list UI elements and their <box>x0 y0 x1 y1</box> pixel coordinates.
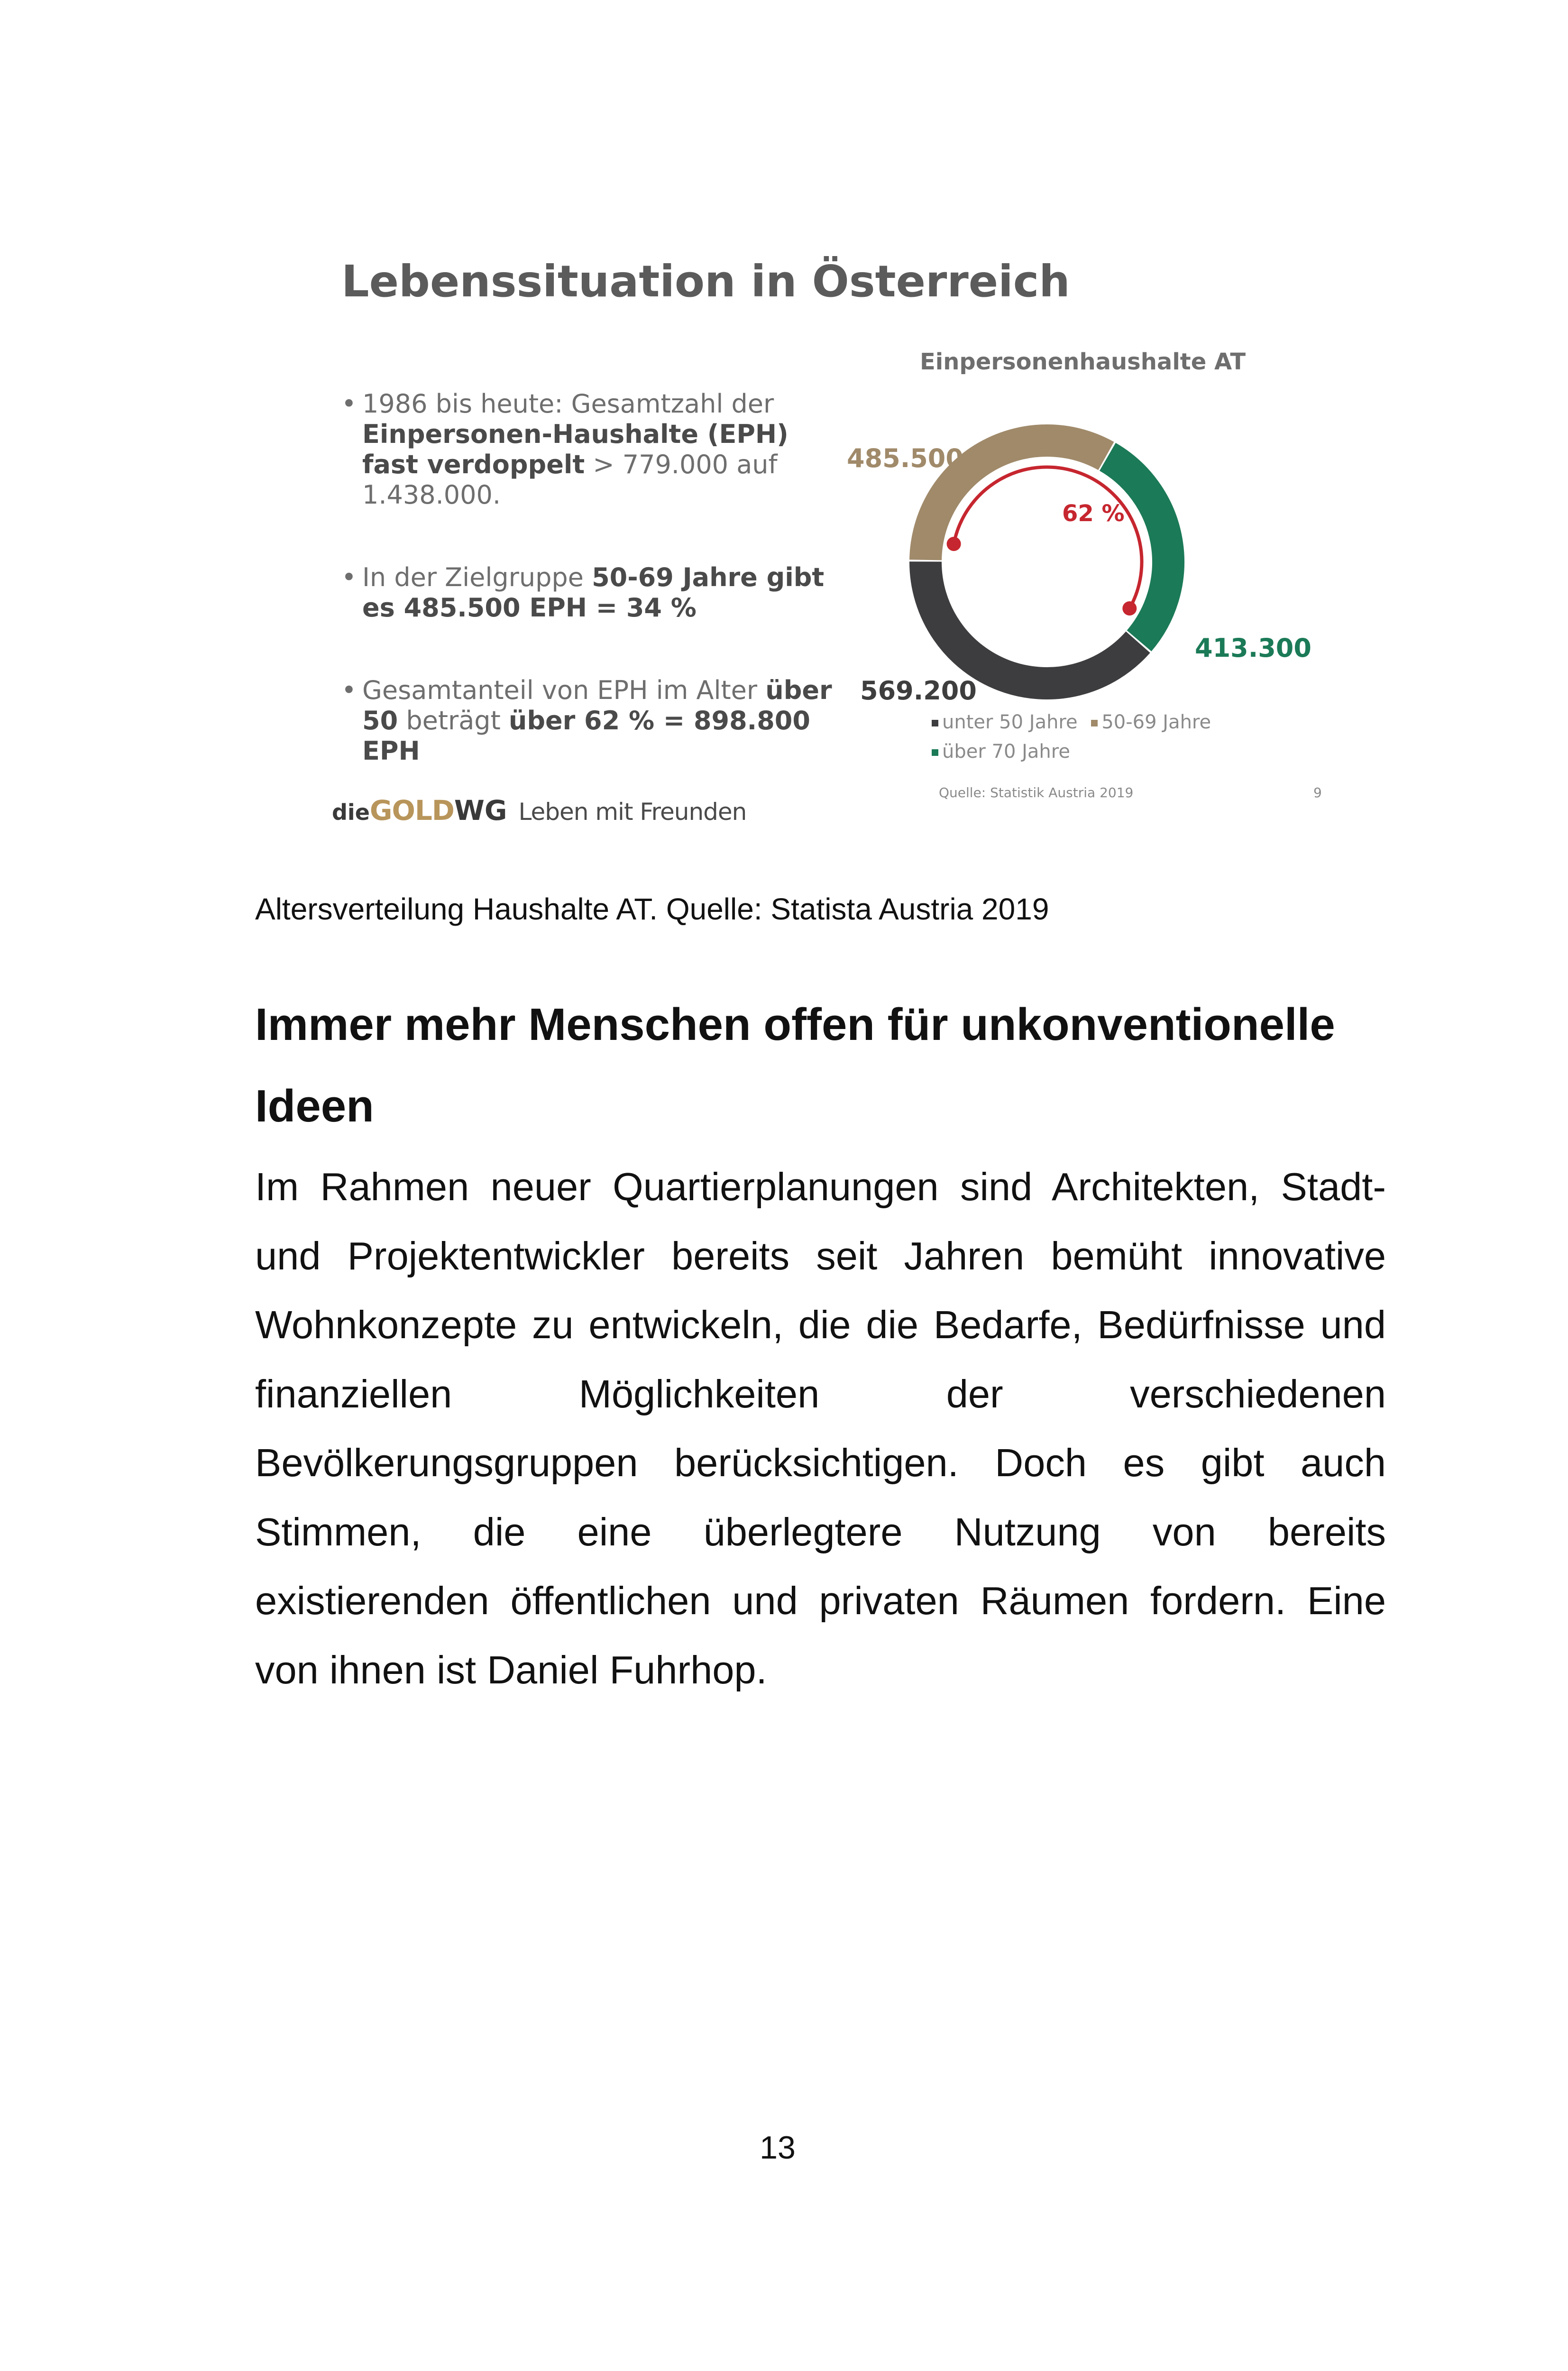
legend-item-over-70: über 70 Jahre <box>932 741 1070 763</box>
legend-item-under-50: unter 50 Jahre <box>932 711 1078 733</box>
body-paragraph: Im Rahmen neuer Quartierplanungen sind Architekten, Stadt- und Projektentwickler bereits seit Jahren bemüht innovative Wohnkonzepte zu entwickeln, die die Bedarfe, Bedürfnisse und finanziellen Möglichkeiten der verschiedenen Bevölkerungsgruppen berücksichtigen. Doch es gibt auch Stimmen, die eine überlegtere Nutzung von bereits existierenden öffentlichen und privaten Räumen fordern. Eine von ihnen ist Daniel Fuhrhop. <box>255 1165 1386 1692</box>
indicator-start-dot <box>947 537 961 551</box>
chart-legend <box>932 711 1219 770</box>
slice-under-50 <box>926 561 1138 683</box>
slide-bullet-list <box>341 389 844 818</box>
share-indicator-arc <box>954 467 1142 608</box>
page-number: 13 <box>760 2130 796 2166</box>
brand-tagline: Leben mit Freunden <box>518 798 747 826</box>
value-label-over-70: 413.300 <box>1195 633 1311 663</box>
percent-annotation: 62 % <box>1062 500 1125 527</box>
chart-source: Quelle: Statistik Austria 2019 <box>939 785 1134 800</box>
indicator-end-dot <box>1122 601 1137 616</box>
brand-die: die <box>332 800 370 825</box>
bullet-item: • Gesamtanteil von EPH im Alter über 50 beträgt über 62 % = 898.800 EPH <box>341 675 844 766</box>
legend-swatch <box>932 749 938 756</box>
legend-item-50-69: 50-69 Jahre <box>1091 711 1211 733</box>
value-label-50-69: 485.500 <box>847 443 963 473</box>
bullet-item: • 1986 bis heute: Gesamtzahl der Einpersonen-Haushalte (EPH) fast verdoppelt > 779.000 auf 1.438.000. <box>341 389 844 510</box>
brand-gold: GOLD <box>369 794 454 827</box>
slice-over-70 <box>1108 457 1168 641</box>
slide-number: 9 <box>1313 785 1322 800</box>
chart-title: Einpersonenhaushalte AT <box>920 349 1246 375</box>
slide-figure <box>322 242 1337 858</box>
brand-wg: WG <box>454 794 507 827</box>
section-heading: Immer mehr Menschen offen für unkonventionelle Ideen <box>255 999 1335 1131</box>
donut-chart <box>825 349 1347 823</box>
bullet-item: • In der Zielgruppe 50-69 Jahre gibt es 485.500 EPH = 34 % <box>341 562 844 623</box>
legend-swatch <box>1091 720 1098 726</box>
brand-logo <box>332 794 746 827</box>
value-label-under-50: 569.200 <box>860 676 977 706</box>
legend-swatch <box>932 720 938 726</box>
figure-caption: Altersverteilung Haushalte AT. Quelle: Statista Austria 2019 <box>255 892 1049 926</box>
slide-title: Lebenssituation in Österreich <box>341 256 1070 307</box>
